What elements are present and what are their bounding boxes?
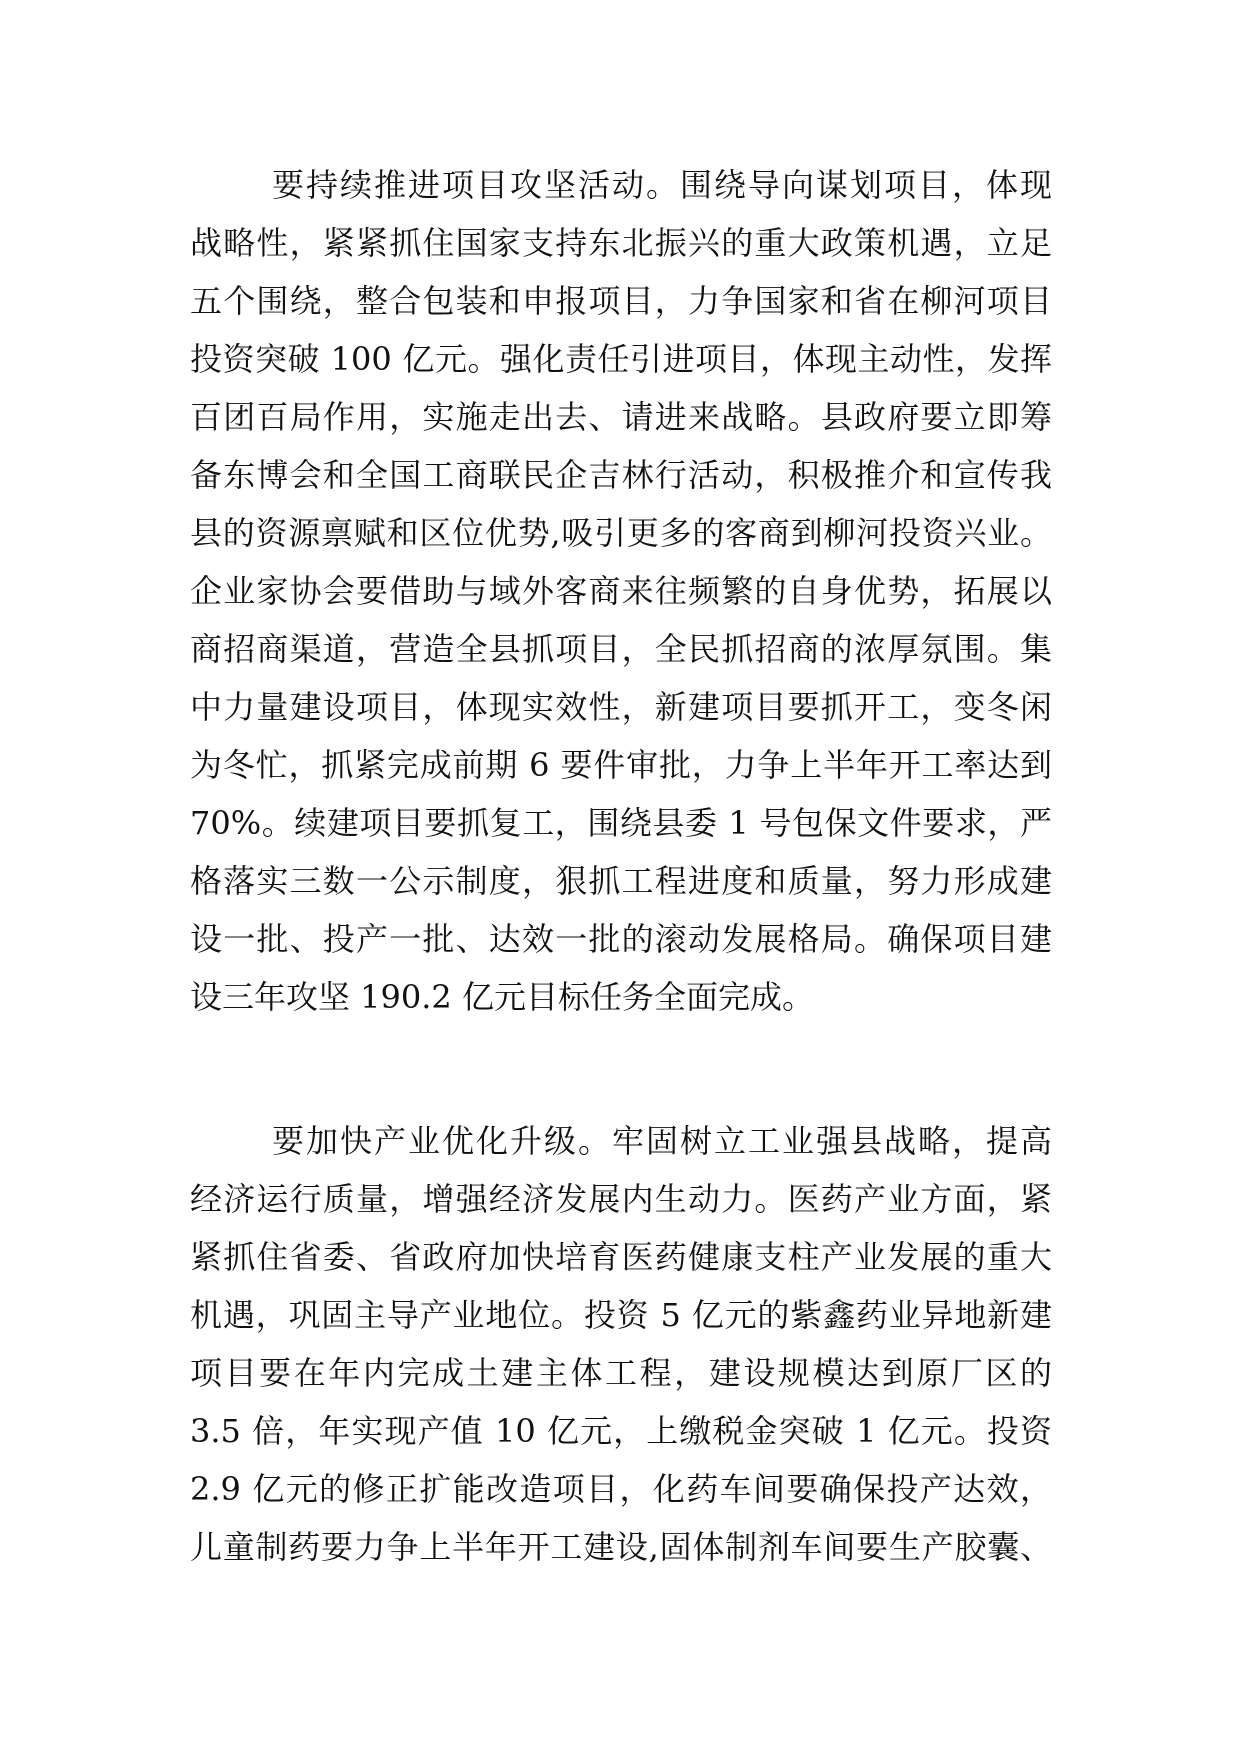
paragraph-line: 经济运行质量，增强经济发展内生动力。医药产业方面，紧	[190, 1180, 1052, 1218]
paragraph-project-campaign	[190, 156, 1052, 1026]
paragraph-line: 企业家协会要借助与域外客商来往频繁的自身优势，拓展以	[190, 572, 1052, 610]
paragraph-line: 格落实三数一公示制度，狠抓工程进度和质量，努力形成建	[190, 862, 1052, 900]
paragraph-line: 商招商渠道，营造全县抓项目，全民抓招商的浓厚氛围。集	[190, 630, 1052, 668]
paragraph-line: 机遇，巩固主导产业地位。投资 5 亿元的紫鑫药业异地新建	[190, 1296, 1052, 1334]
paragraph-line: 3.5 倍，年实现产值 10 亿元，上缴税金突破 1 亿元。投资	[190, 1412, 1052, 1450]
paragraph-line: 2.9 亿元的修正扩能改造项目，化药车间要确保投产达效，	[190, 1470, 1052, 1508]
paragraph-line: 中力量建设项目，体现实效性，新建项目要抓开工，变冬闲	[190, 688, 1052, 726]
paragraph-line: 要持续推进项目攻坚活动。围绕导向谋划项目，体现	[272, 166, 1052, 204]
paragraph-industry-upgrade	[190, 1112, 1052, 1576]
paragraph-line: 战略性，紧紧抓住国家支持东北振兴的重大政策机遇，立足	[190, 224, 1052, 262]
paragraph-line: 五个围绕，整合包装和申报项目，力争国家和省在柳河项目	[190, 282, 1052, 320]
paragraph-line: 设三年攻坚 190.2 亿元目标任务全面完成。	[190, 978, 814, 1016]
paragraph-line: 要加快产业优化升级。牢固树立工业强县战略，提高	[272, 1122, 1052, 1160]
paragraph-line: 百团百局作用，实施走出去、请进来战略。县政府要立即筹	[190, 398, 1052, 436]
paragraph-line: 紧抓住省委、省政府加快培育医药健康支柱产业发展的重大	[190, 1238, 1052, 1276]
paragraph-line: 县的资源禀赋和区位优势,吸引更多的客商到柳河投资兴业。	[190, 514, 1052, 552]
paragraph-line: 投资突破 100 亿元。强化责任引进项目，体现主动性，发挥	[190, 340, 1052, 378]
paragraph-line: 为冬忙，抓紧完成前期 6 要件审批，力争上半年开工率达到	[190, 746, 1052, 784]
paragraph-line: 设一批、投产一批、达效一批的滚动发展格局。确保项目建	[190, 920, 1052, 958]
paragraph-line: 儿童制药要力争上半年开工建设,固体制剂车间要生产胶囊、	[190, 1528, 1052, 1566]
paragraph-line: 备东博会和全国工商联民企吉林行活动，积极推介和宣传我	[190, 456, 1052, 494]
paragraph-line: 70%。续建项目要抓复工，围绕县委 1 号包保文件要求，严	[190, 804, 1052, 842]
paragraph-line: 项目要在年内完成土建主体工程，建设规模达到原厂区的	[190, 1354, 1052, 1392]
